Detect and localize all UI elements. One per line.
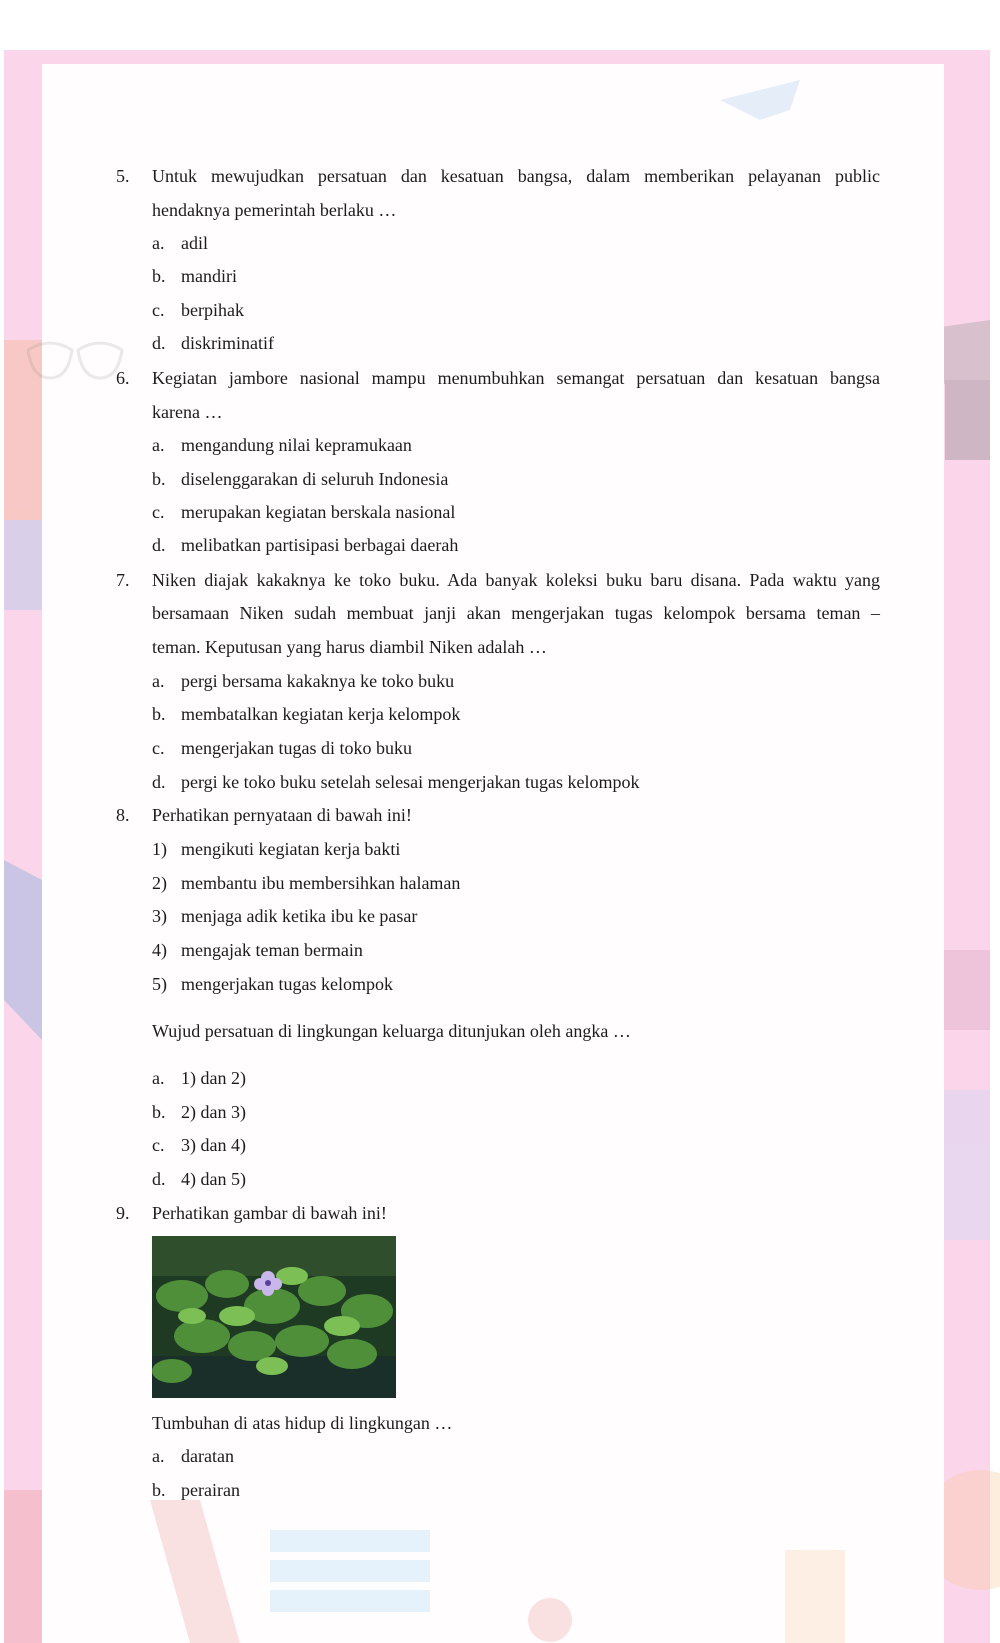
statement-number: 2) bbox=[152, 873, 167, 893]
water-hyacinth-photo bbox=[152, 1236, 396, 1398]
option-text: diskriminatif bbox=[181, 333, 274, 353]
option-letter: a. bbox=[152, 1068, 165, 1088]
question-text-line: teman. Keputusan yang harus diambil Niken adalah … bbox=[152, 637, 547, 657]
option-letter: a. bbox=[152, 435, 165, 455]
option-text: 4) dan 5) bbox=[181, 1169, 246, 1189]
question-text-line: Niken diajak kakaknya ke toko buku. Ada banyak koleksi buku baru disana. Pada waktu yang bbox=[152, 570, 880, 590]
option-text: 1) dan 2) bbox=[181, 1068, 246, 1088]
option-text: berpihak bbox=[181, 300, 244, 320]
question-text-line: Perhatikan pernyataan di bawah ini! bbox=[152, 805, 412, 825]
question-number: 8. bbox=[116, 805, 130, 825]
statement-text: mengajak teman bermain bbox=[181, 940, 363, 960]
option-letter: b. bbox=[152, 266, 166, 286]
statement-number: 5) bbox=[152, 974, 167, 994]
question-prompt: Wujud persatuan di lingkungan keluarga ditunjukan oleh angka … bbox=[152, 1021, 631, 1041]
option-text: 2) dan 3) bbox=[181, 1102, 246, 1122]
option-letter: d. bbox=[152, 535, 166, 555]
question-prompt: Tumbuhan di atas hidup di lingkungan … bbox=[152, 1413, 453, 1433]
option-letter: c. bbox=[152, 1135, 165, 1155]
option-text: melibatkan partisipasi berbagai daerah bbox=[181, 535, 459, 555]
option-text: pergi bersama kakaknya ke toko buku bbox=[181, 671, 455, 691]
option-text: perairan bbox=[181, 1480, 240, 1500]
option-text: daratan bbox=[181, 1446, 234, 1466]
statement-text: menjaga adik ketika ibu ke pasar bbox=[181, 906, 418, 926]
option-text: merupakan kegiatan berskala nasional bbox=[181, 502, 456, 522]
statement-text: mengikuti kegiatan kerja bakti bbox=[181, 839, 401, 859]
statement-number: 4) bbox=[152, 940, 167, 960]
option-text: pergi ke toko buku setelah selesai mengerjakan tugas kelompok bbox=[181, 772, 640, 792]
question-text-line: karena … bbox=[152, 402, 223, 422]
option-letter: c. bbox=[152, 502, 165, 522]
statement-text: membantu ibu membersihkan halaman bbox=[181, 873, 461, 893]
option-letter: b. bbox=[152, 1480, 166, 1500]
option-letter: c. bbox=[152, 300, 165, 320]
question-number: 7. bbox=[116, 570, 130, 590]
option-letter: a. bbox=[152, 1446, 165, 1466]
statement-number: 1) bbox=[152, 839, 167, 859]
question-text-line: Kegiatan jambore nasional mampu menumbuhkan semangat persatuan dan kesatuan bangsa bbox=[152, 368, 880, 388]
option-letter: d. bbox=[152, 1169, 166, 1189]
statement-text: mengerjakan tugas kelompok bbox=[181, 974, 393, 994]
option-letter: b. bbox=[152, 1102, 166, 1122]
question-text-line: Untuk mewujudkan persatuan dan kesatuan bangsa, dalam memberikan pelayanan public bbox=[152, 166, 880, 186]
option-text: mengerjakan tugas di toko buku bbox=[181, 738, 412, 758]
option-text: mengandung nilai kepramukaan bbox=[181, 435, 412, 455]
option-text: mandiri bbox=[181, 266, 237, 286]
question-number: 9. bbox=[116, 1203, 130, 1223]
option-letter: d. bbox=[152, 333, 166, 353]
option-letter: a. bbox=[152, 233, 165, 253]
option-letter: a. bbox=[152, 671, 165, 691]
option-text: membatalkan kegiatan kerja kelompok bbox=[181, 704, 461, 724]
question-number: 6. bbox=[116, 368, 130, 388]
question-text-line: hendaknya pemerintah berlaku … bbox=[152, 200, 397, 220]
question-text-line: bersamaan Niken sudah membuat janji akan mengerjakan tugas kelompok bersama teman – bbox=[152, 603, 880, 623]
option-letter: b. bbox=[152, 704, 166, 724]
option-letter: c. bbox=[152, 738, 165, 758]
option-text: diselenggarakan di seluruh Indonesia bbox=[181, 469, 449, 489]
option-text: adil bbox=[181, 233, 208, 253]
option-text: 3) dan 4) bbox=[181, 1135, 246, 1155]
option-letter: d. bbox=[152, 772, 166, 792]
question-text-line: Perhatikan gambar di bawah ini! bbox=[152, 1203, 387, 1223]
question-number: 5. bbox=[116, 166, 130, 186]
statement-number: 3) bbox=[152, 906, 167, 926]
option-letter: b. bbox=[152, 469, 166, 489]
